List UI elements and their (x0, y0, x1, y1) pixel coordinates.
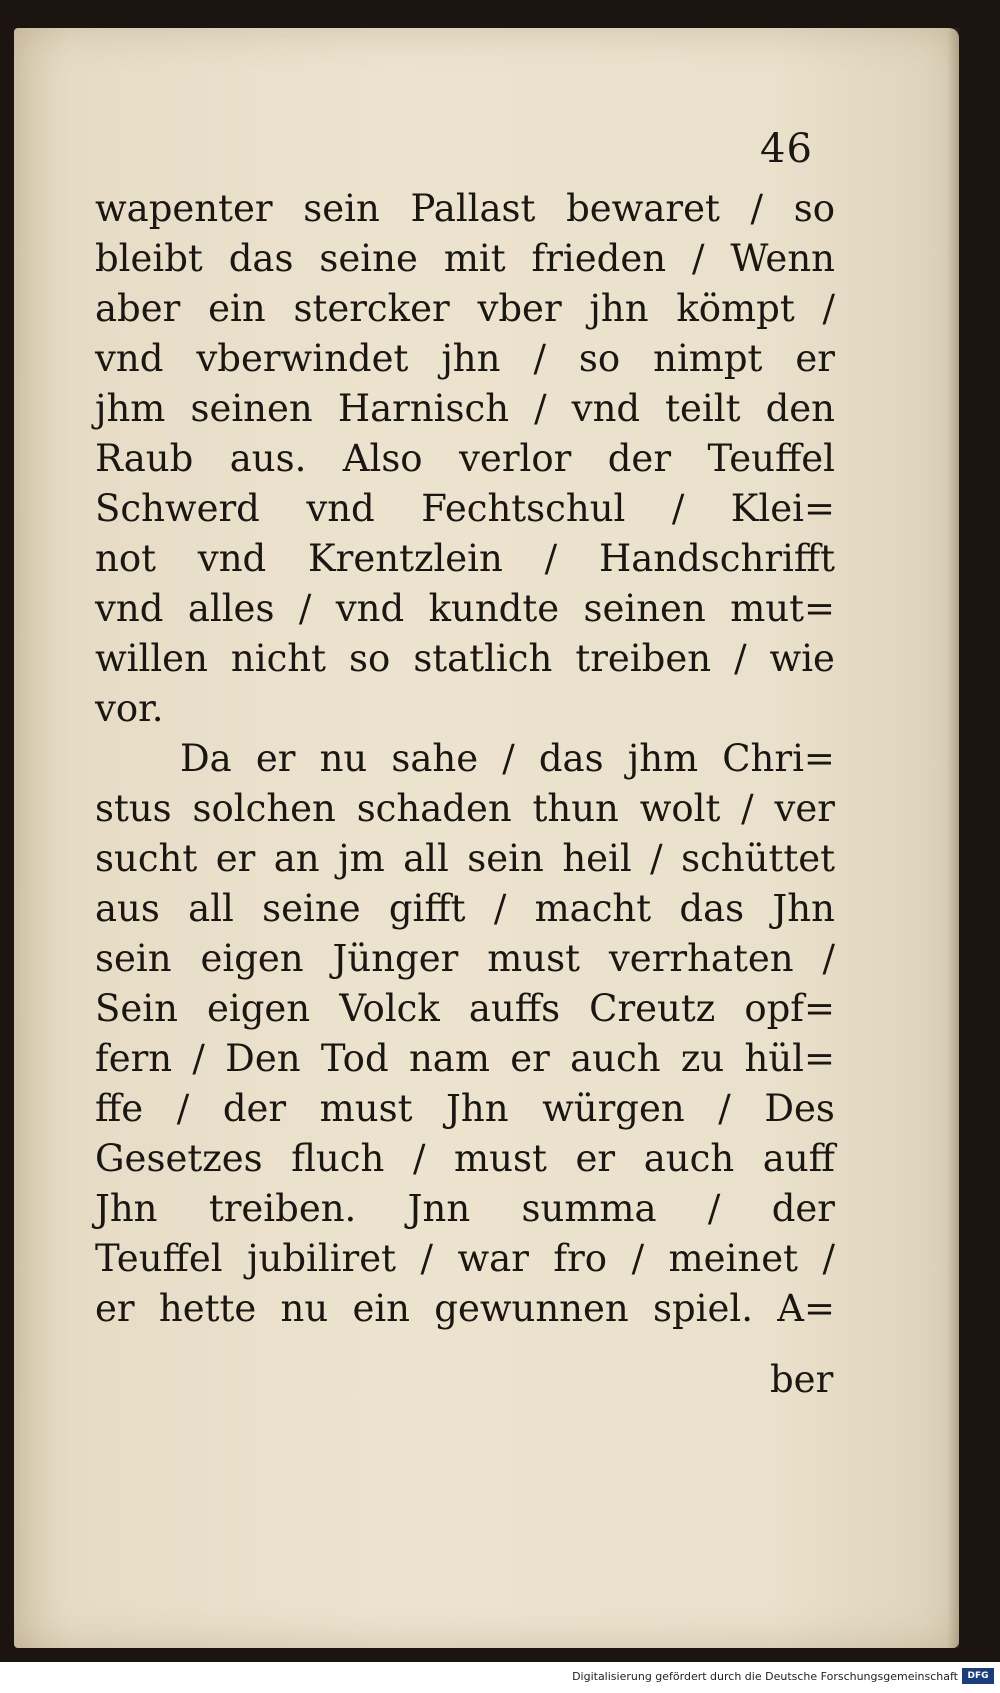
digitization-credit: Digitalisierung gefördert durch die Deutsche Forschungsgemeinschaft (572, 1670, 958, 1683)
text-line: Sein eigen Volck auffs Creutz opf= (95, 987, 835, 1030)
text-line: Raub aus. Also verlor der Teuffel (95, 437, 835, 480)
text-line: sucht er an jm all sein heil / schüttet (95, 837, 835, 880)
text-line: er hette nu ein gewunnen spiel. A= (95, 1287, 835, 1330)
text-line: bleibt das seine mit frieden / Wenn (95, 237, 835, 280)
text-line: aber ein stercker vber jhn kömpt / (95, 287, 835, 330)
text-line: ffe / der must Jhn würgen / Des (95, 1087, 835, 1130)
text-block (95, 184, 835, 1334)
text-line: not vnd Krentzlein / Handschrifft (95, 537, 835, 580)
footer (0, 1662, 1000, 1693)
text-line: sein eigen Jünger must verrhaten / (95, 937, 835, 980)
text-line: stus solchen schaden thun wolt / ver (95, 787, 835, 830)
page-edge (947, 28, 959, 1648)
dfg-logo: DFG (962, 1668, 994, 1684)
text-line: fern / Den Tod nam er auch zu hül= (95, 1037, 835, 1080)
text-line: vor. (95, 687, 164, 730)
text-line: Jhn treiben. Jnn summa / der (95, 1187, 835, 1230)
catchword: ber (770, 1358, 834, 1401)
text-line: Gesetzes fluch / must er auch auff (95, 1137, 835, 1180)
text-line: wapenter sein Pallast bewaret / so (95, 187, 835, 230)
text-line: vnd alles / vnd kundte seinen mut= (95, 587, 835, 630)
text-line: aus all seine gifft / macht das Jhn (95, 887, 835, 930)
text-line: vnd vberwindet jhn / so nimpt er (95, 337, 835, 380)
text-line: jhm seinen Harnisch / vnd teilt den (95, 387, 835, 430)
text-line: Schwerd vnd Fechtschul / Klei= (95, 487, 835, 530)
text-line: willen nicht so statlich treiben / wie (95, 637, 835, 680)
text-line: Da er nu sahe / das jhm Chri= (180, 737, 835, 780)
text-line: Teuffel jubiliret / war fro / meinet / (95, 1237, 835, 1280)
page-number: 46 (760, 126, 813, 172)
